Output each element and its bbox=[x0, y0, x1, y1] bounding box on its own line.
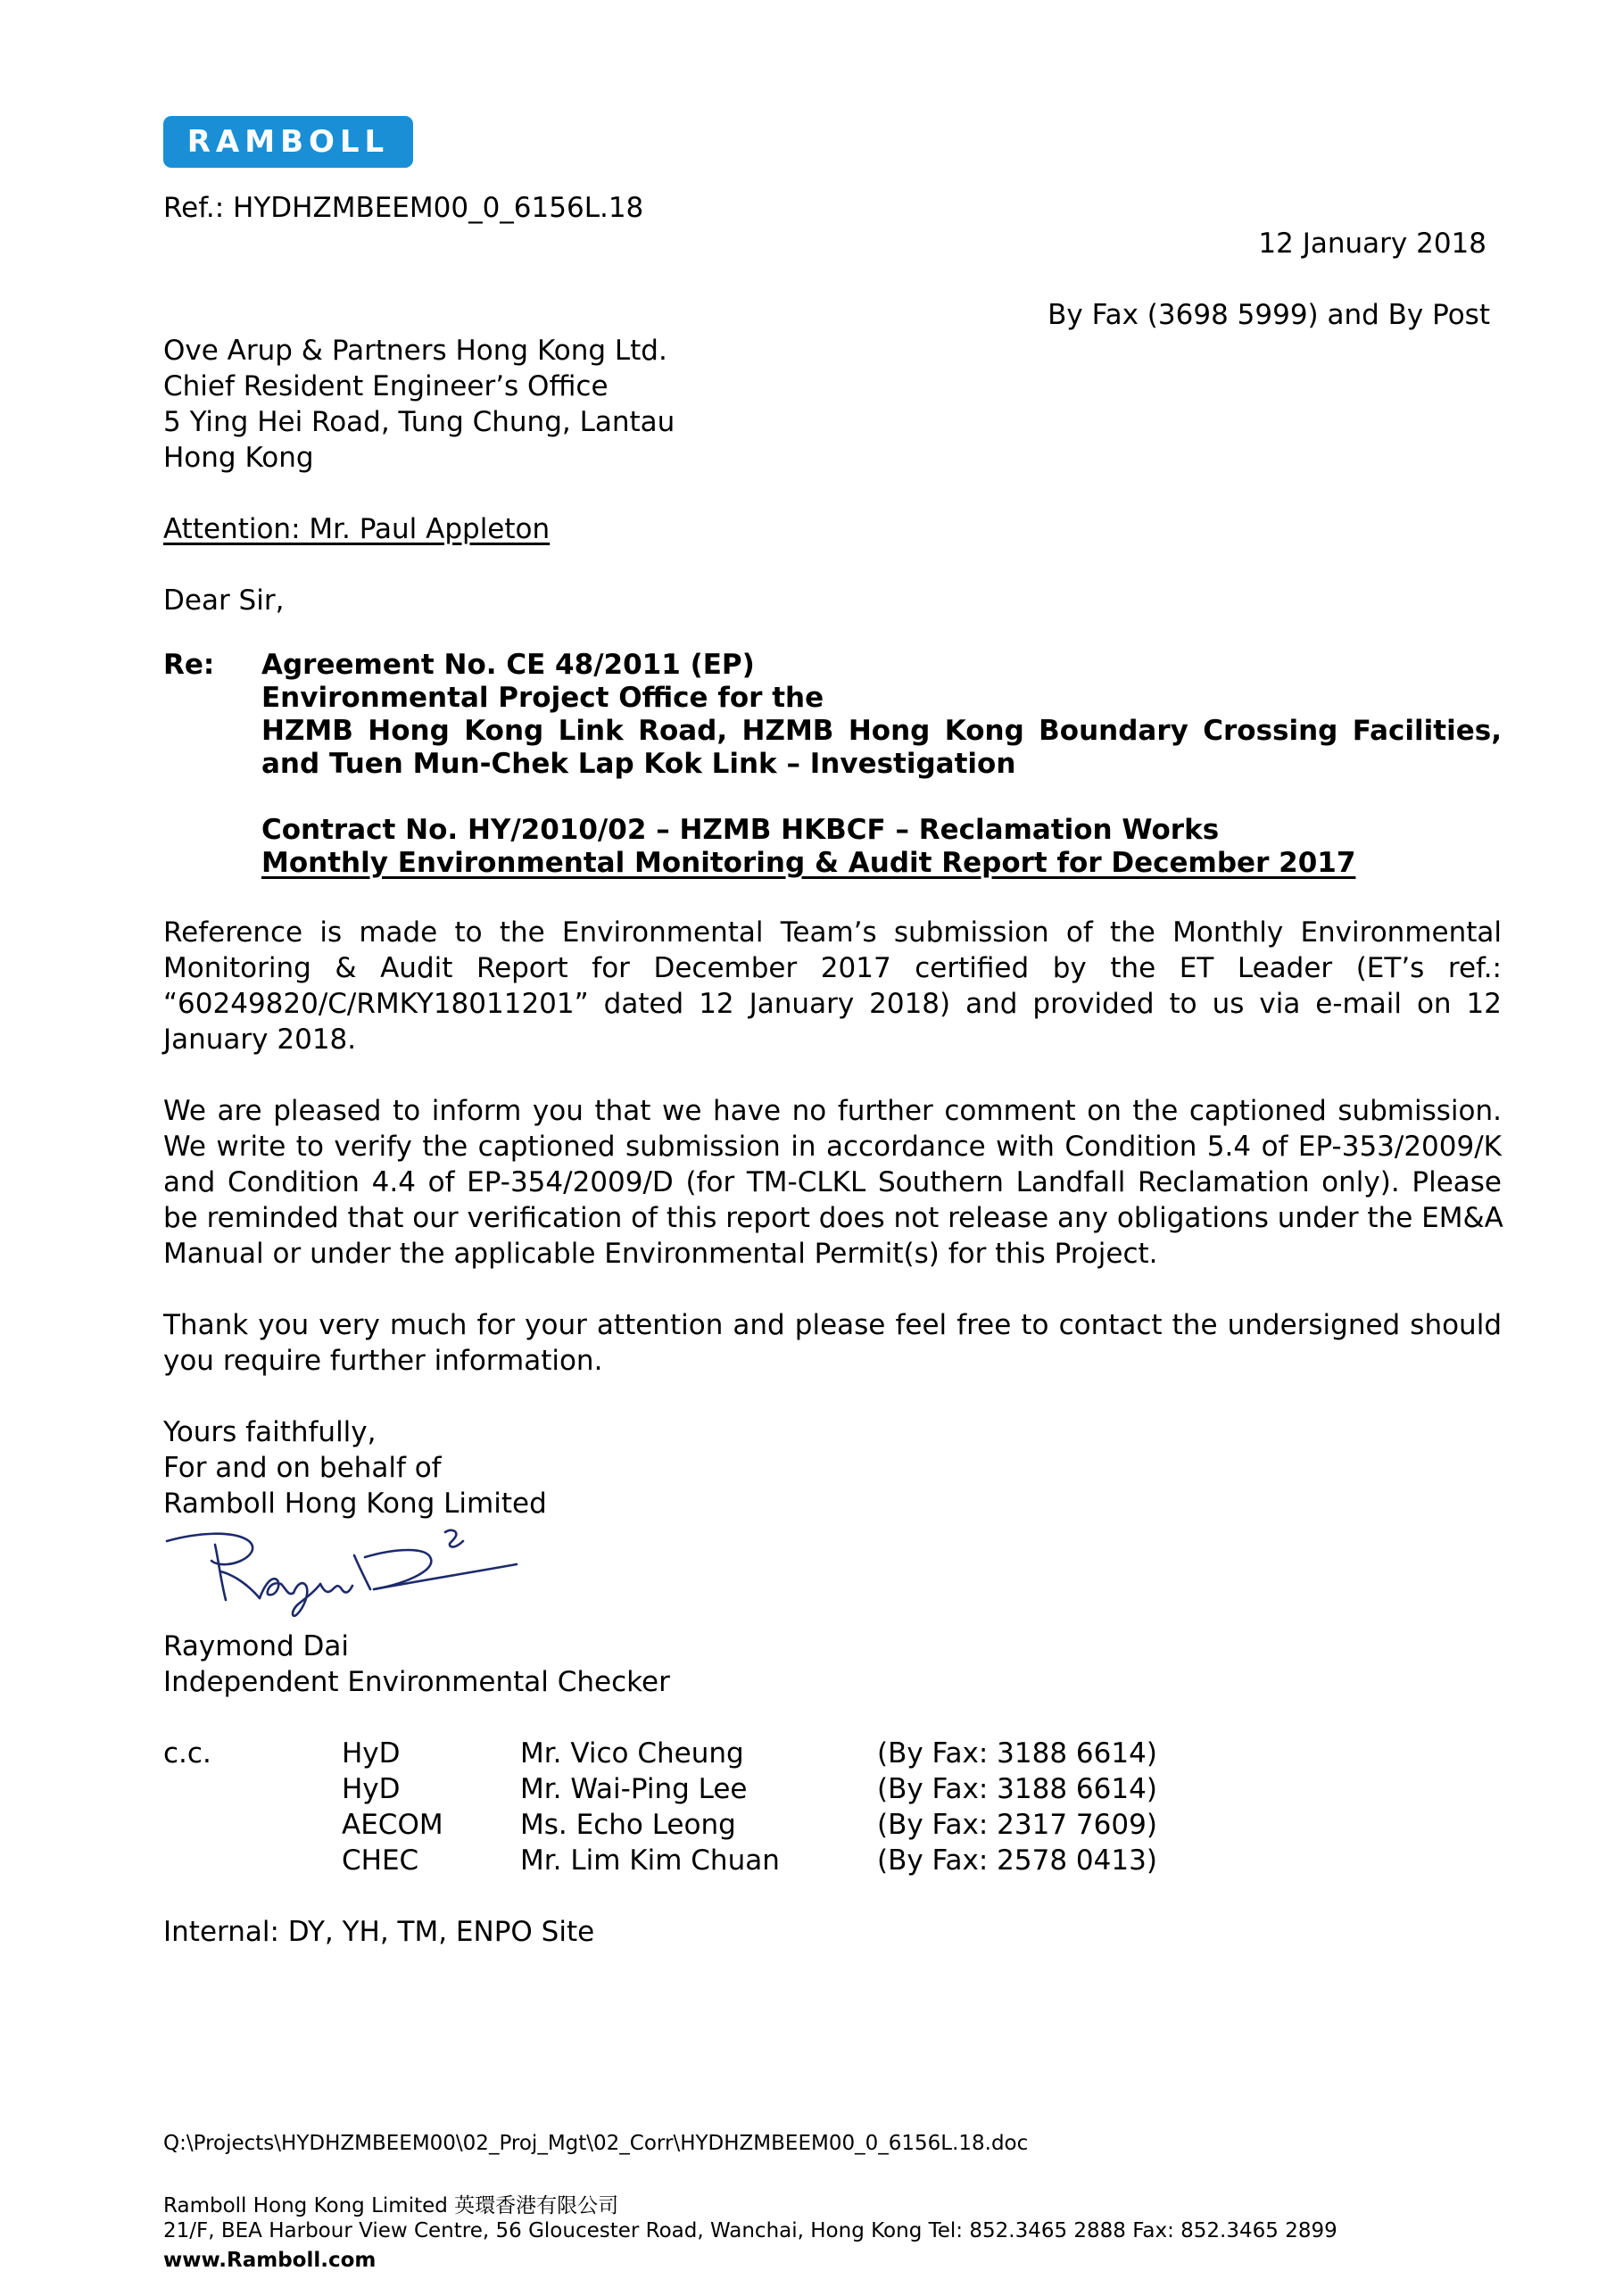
paragraph-line: January 2018. bbox=[163, 1024, 357, 1056]
letter-date: 12 January 2018 bbox=[1258, 228, 1486, 260]
subject-line: and Tuen Mun-Chek Lap Kok Link – Investigation bbox=[261, 748, 1016, 780]
address-line: Ove Arup & Partners Hong Kong Ltd. bbox=[163, 335, 667, 367]
closing-line: Ramboll Hong Kong Limited bbox=[163, 1488, 547, 1520]
paragraph-line: “60249820/C/RMKY18011201” dated 12 January 2018) and provided to us via e-mail on 12 bbox=[163, 988, 1502, 1020]
paragraph-line: Thank you very much for your attention and please feel free to contact the undersigned should bbox=[163, 1309, 1502, 1341]
cc-org: CHEC bbox=[342, 1844, 419, 1877]
paragraph-line: We are pleased to inform you that we have no further comment on the captioned submission. bbox=[163, 1095, 1502, 1127]
cc-label: c.c. bbox=[163, 1737, 211, 1770]
signatory-name: Raymond Dai bbox=[163, 1630, 350, 1662]
body-paragraph-3 bbox=[163, 1307, 1502, 1379]
contract-line: Contract No. HY/2010/02 – HZMB HKBCF – Reclamation Works bbox=[261, 814, 1220, 846]
footer-address: 21/F, BEA Harbour View Centre, 56 Gloucester Road, Wanchai, Hong Kong Tel: 852.3465 2888 Fax: 852.3465 2899 bbox=[163, 2219, 1337, 2242]
subject-line: Environmental Project Office for the bbox=[261, 682, 824, 714]
paragraph-line: you require further information. bbox=[163, 1345, 603, 1377]
footer-company: Ramboll Hong Kong Limited 英環香港有限公司 bbox=[163, 2194, 619, 2217]
cc-name: Ms. Echo Leong bbox=[520, 1809, 736, 1841]
signatory-title: Independent Environmental Checker bbox=[163, 1666, 670, 1698]
reference-number: Ref.: HYDHZMBEEM00_0_6156L.18 bbox=[163, 192, 644, 224]
cc-fax: (By Fax: 3188 6614) bbox=[877, 1773, 1157, 1805]
paragraph-line: Manual or under the applicable Environmental Permit(s) for this Project. bbox=[163, 1238, 1158, 1270]
cc-fax: (By Fax: 2317 7609) bbox=[877, 1809, 1157, 1841]
paragraph-line: be reminded that our verification of this report does not release any obligations under the EM&A bbox=[163, 1202, 1503, 1234]
paragraph-line: Monitoring & Audit Report for December 2017 certified by the ET Leader (ET’s ref.: bbox=[163, 952, 1502, 984]
internal-distribution: Internal: DY, YH, TM, ENPO Site bbox=[163, 1916, 595, 1948]
cc-name: Mr. Vico Cheung bbox=[520, 1737, 744, 1770]
cc-org: HyD bbox=[342, 1773, 401, 1805]
cc-name: Mr. Wai-Ping Lee bbox=[520, 1773, 748, 1805]
subject-label: Re: bbox=[163, 649, 215, 681]
address-line: Chief Resident Engineer’s Office bbox=[163, 370, 609, 402]
cc-fax: (By Fax: 2578 0413) bbox=[877, 1844, 1157, 1877]
footer-website: www.Ramboll.com bbox=[163, 2249, 377, 2272]
subject-line: HZMB Hong Kong Link Road, HZMB Hong Kong Boundary Crossing Facilities, bbox=[261, 715, 1502, 747]
body-paragraph-1 bbox=[163, 915, 1502, 1057]
cc-fax: (By Fax: 3188 6614) bbox=[877, 1737, 1157, 1770]
cc-org: HyD bbox=[342, 1737, 401, 1770]
cc-row bbox=[163, 1736, 1412, 1771]
body-paragraph-2 bbox=[163, 1093, 1502, 1272]
paragraph-line: and Condition 4.4 of EP-354/2009/D (for TM-CLKL Southern Landfall Reclamation only). Please bbox=[163, 1166, 1502, 1198]
cc-row bbox=[163, 1843, 1412, 1878]
attention-line: Attention: Mr. Paul Appleton bbox=[163, 513, 551, 545]
ramboll-logo: RAMBOLL bbox=[163, 116, 413, 168]
cc-row bbox=[163, 1771, 1412, 1807]
subject-line: Agreement No. CE 48/2011 (EP) bbox=[261, 649, 755, 681]
address-line: Hong Kong bbox=[163, 442, 314, 474]
cc-row bbox=[163, 1807, 1412, 1843]
salutation: Dear Sir, bbox=[163, 584, 285, 617]
cc-name: Mr. Lim Kim Chuan bbox=[520, 1844, 780, 1877]
address-line: 5 Ying Hei Road, Tung Chung, Lantau bbox=[163, 406, 675, 438]
closing-line: For and on behalf of bbox=[163, 1452, 442, 1484]
report-title: Monthly Environmental Monitoring & Audit Report for December 2017 bbox=[261, 847, 1356, 879]
handwritten-signature bbox=[163, 1521, 520, 1624]
cc-org: AECOM bbox=[342, 1809, 443, 1841]
paragraph-line: Reference is made to the Environmental Team’s submission of the Monthly Environmental bbox=[163, 916, 1502, 949]
closing-line: Yours faithfully, bbox=[163, 1416, 377, 1448]
delivery-method: By Fax (3698 5999) and By Post bbox=[1047, 299, 1490, 331]
paragraph-line: We write to verify the captioned submission in accordance with Condition 5.4 of EP-353/2009/K bbox=[163, 1131, 1502, 1163]
file-path: Q:\Projects\HYDHZMBEEM00\02_Proj_Mgt\02_Corr\HYDHZMBEEM00_0_6156L.18.doc bbox=[163, 2132, 1029, 2155]
